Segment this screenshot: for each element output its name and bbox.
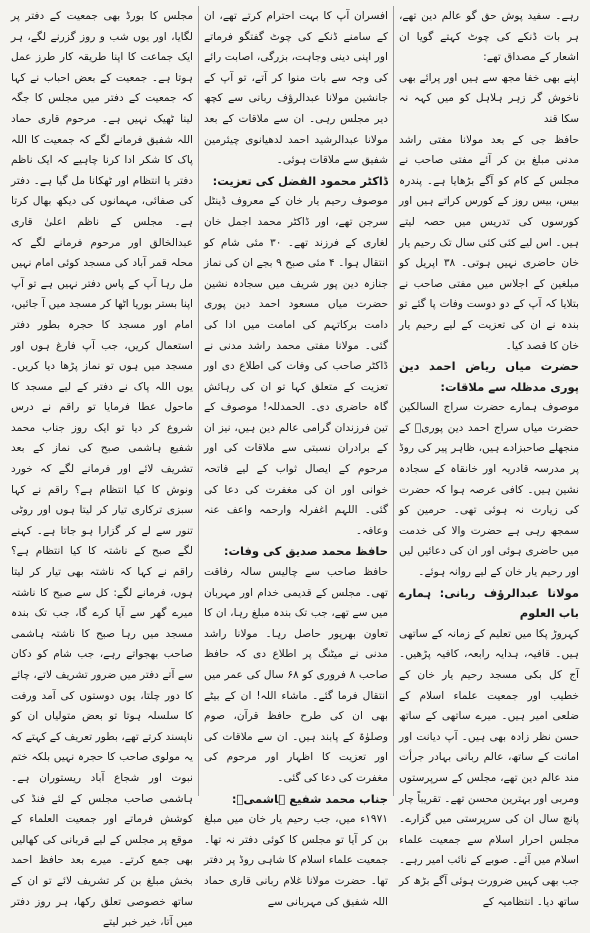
column-left bbox=[6, 6, 198, 929]
paragraph: موصوف ہمارے حضرت سراج السالکین حضرت میاں سراج احمد دین پوریؒ کے منجھلے صاحبزادے ہیں، ظاہر پیر کی روڈ پر مدرسہ قادریہ اور خانقاہ کے سجادہ نشین ہیں۔ کافی عرصہ ہوا کہ حضرت کی زیارت نہ ہوئی تھی۔ حرمین کو سمجھ رہی ہے حضرت والا کی خدمت میں حاضری ہوئی اور ان کی دعائیں لیں اور رحیم یار خان کے لیے روانہ ہوئے۔ bbox=[399, 401, 579, 579]
paragraph: ۱۹۷۱ء میں، جب رحیم یار خان میں مبلغ بن کر آیا تو مجلس کا کوئی دفتر نہ تھا۔ جمعیت علماء اسلام کا شاہی روڈ پر دفتر تھا۔ حضرت مولانا غلام ربانی قاری حماد اللہ شفیق کی مہربانی سے bbox=[204, 813, 388, 908]
paragraph: افسران آپ کا بہت احترام کرتے تھے، ان کے سامنے ڈنکے کی چوٹ گفتگو فرماتے اور اپنی دینی وجاہت، بزرگی، اصابت رائے کی وجہ سے بات منوا کر آتے، تو آپ کے جانشین مولانا عبدالرؤف ربانی سے کچھ دیر مجلس رہی۔ ان سے ملاقات کے بعد مولانا عبدالرشید احمد لدھیانوی چیئرمین شفیق سے ملاقات ہوئی۔ bbox=[204, 10, 388, 167]
column-middle bbox=[198, 6, 394, 908]
section-heading: جناب محمد شفیع ہاشمیؒ: bbox=[231, 791, 388, 806]
section-heading: مولانا عبدالرؤف ربانی: ہمارے باب العلوم bbox=[399, 585, 579, 621]
paragraph: موصوف رحیم یار خان کے معروف ڈینٹل سرجن تھے، اور ڈاکٹر محمد اجمل خان لغاری کے فرزند تھے۔ ۳۰ مئی شام کو انتقال ہوا۔ ۴ مئی صبح ۹ بجے ان کی نماز جنازہ دین پور شریف میں سجادہ نشین حضرت میاں مسعود احمد دین پوری دامت برکاتہم کی امامت میں ادا کی گئی۔ مولانا مفتی محمد راشد مدنی نے ڈاکٹر صاحب کی وفات کی اطلاع دی اور تعزیت کے متعلق کہا تو ان کی رہائش گاہ حاضری دی۔ الحمدللہ! موصوف کے تین فرزندان گرامی عالم دین ہیں، نیز ان کے برادران نسبتی سے ملاقات کی اور مرحوم کے ایصال ثواب کے لیے فاتحہ خوانی اور ان کی مغفرت کی دعا کی گئی۔ اللہم اغفرلہ وارحمہ واعف عنہ وعافہ۔ bbox=[204, 195, 388, 537]
paragraph: مجلس کا بورڈ بھی جمعیت کے دفتر پر لگایا، اور یوں شب و روز گزرنے لگے، ہر ایک جماعت کا اپنا طریقہ کار طرز عمل ہوتا ہے۔ جمعیت کے بعض احباب نے کہا کہ جمعیت کے دفتر میں مجلس کا جگہ لینا ٹھیک نہیں ہے۔ مرحوم قاری حماد اللہ شفیق فرمانے لگے کہ جمعیت کا اللہ پاک کا شکر ادا کرنا چاہیے کہ ایک ناظم دفتر یا انتظام اور ٹھکانا مل گیا ہے۔ دفتر کی صفائی، مہمانوں کی دیکھ بھال کرتا ہے۔ مجلس کے ناظم اعلیٰ قاری عبدالخالق اور مرحوم فرمانے لگے کہ محلہ قمر آباد کی مسجد کوئی امام نہیں مل رہا آپ کے پاس دفتر نہیں ہے تو آپ اپنا بستر بوریا اٹھا کر مسجد میں آ جائیں، امام اور مسجد کا حجرہ بطور دفتر استعمال کریں، جب آپ فارغ ہوں اور مسجد میں ہوں تو نماز پڑھا دیا کریں۔ یوں اللہ پاک نے دفتر کے لیے مسجد کا ماحول عطا فرمایا تو راقم نے درس شروع کر دیا تو ایک روز جناب محمد شفیع ہاشمی صبح کی نماز کے بعد تشریف لائے اور فرمانے لگے کہ خورد ونوش کا کیا انتظام ہے؟ راقم نے کہا سبزی ترکاری تیار کر لیتا ہوں اور روٹی تنور سے لے کر گزارا ہو جاتا ہے۔ کہنے لگے صبح کے ناشتہ کا کیا انتظام ہے؟ راقم نے کہا کہ ناشتہ بھی تیار کر لیتا ہوں، فرمانے لگے: کل سے صبح کا ناشتہ میرے گھر سے آیا کرے گا، جب تک بندہ مسجد میں رہا صبح کا ناشتہ ہاشمی صاحب بھجواتے رہے، جب شام کو دکان سے آتے دفتر میں ضرور تشریف لاتے، چائے کا دور چلتا، یوں دوستوں کی آمد ورفت کا سلسلہ ہوتا تو بعض متولیاں ان کو ناپسند کرتے تھے، بطور تعریف کے کہتے کہ یہ مولوی صاحب کا حجرہ نہیں بلکہ ختم نبوت اور شجاع آباد ریستوران ہے۔ ہاشمی صاحب مجلس کے لئے فنڈ کی کوشش فرماتے اور جمعیت العلماء کے موقع پر مجلس کے لیے قربانی کی کھالیں بھی جمع کرتے۔ میرے بعد حافظ احمد بخش مبلغ بن کر تشریف لائے تو ان کے ساتھ خصوصی تعلق رکھا، ہر روز دفتر میں آتا، خیر خبر لیتے bbox=[11, 10, 193, 929]
section-heading: حافظ محمد صدیق کی وفات: bbox=[223, 544, 388, 559]
paragraph: حافظ صاحب سے چالیس سالہ رفاقت تھی۔ مجلس کے قدیمی خدام اور مہربان میں سے تھے، جب تک بندہ مبلغ رہا، ان کا تعاون بھرپور حاصل رہا۔ مولانا راشد مدنی نے میٹنگ پر اطلاع دی کہ حافظ صاحب ۸ فروری کو ۶۸ سال کی عمر میں انتقال فرما گئے۔ ماشاء اللہ! ان کے بیٹے بھی ان کی طرح حافظ قرآن، صوم وصلوٰۃ کے پابند ہیں۔ ان سے ملاقات کی اور تعزیت کا اظہار اور مرحوم کی مغفرت کی دعا کی گئی۔ bbox=[204, 566, 389, 784]
verse: اپنے بھی خفا مجھ سے ہیں اور پرائے بھی ناخوش گر زہر ہلاہل کو میں کہہ نہ سکا قند bbox=[399, 71, 579, 125]
paragraph: کہروڑ پکا میں تعلیم کے زمانہ کے ساتھی ہیں۔ قافیہ، ہدایہ رابعہ، کافیہ پڑھیں۔ آج کل بکی مسجد رحیم یار خان کے خطیب اور جمعیت علماء اسلام کے ضلعی امیر ہیں۔ میرے ساتھی کے ساتھ حسن نظر زادہ بھی ہیں۔ آپ دیانت اور امانت کے ساتھ، عالم ربانی بہادر جرأت مند عالم دین تھے، مجلس کے سرپرستوں ومربی اور بہترین محسن تھے۔ تقریباً چار پانچ سال ان کی سرپرستی میں گزارے۔ مجلس احرار اسلام سے جمعیت علماء اسلام میں آئے۔ صوبے کے نائب امیر رہے۔ جب بھی کہیں ضرورت ہوئی آگے بڑھ کر ساتھ دیا۔ انتظامیہ کے bbox=[399, 627, 579, 908]
paragraph: رہے۔ سفید پوش حق گو عالم دین تھے، ہر بات ڈنکے کی چوٹ کہتے گویا ان اشعار کے مصداق تھے: bbox=[399, 10, 579, 64]
section-heading: حضرت میاں ریاض احمد دین پوری مدظلہ سے ملاقات: bbox=[399, 359, 579, 394]
column-right bbox=[394, 6, 584, 908]
paragraph: حافظ جی کے بعد مولانا مفتی راشد مدنی مبلغ بن کر آئے مفتی صاحب نے مجلس کے کام کو آگے بڑھایا ہے۔ پندرہ بیس، بیس روز کے کورس کراتے ہیں اور کورسوں کی تدریس میں حصہ لیتے ہیں۔ اس لیے کئی کئی سال تک رحیم یار خان حاضری نہیں ہوتی۔ ۳۸ اپریل کو مبلغین کے اجلاس میں مفتی صاحب نے بتلایا کہ آپ کے دو دوست وفات پا گئے تو بندہ نے ان کی تعزیت کے لیے رحیم یار خان کا قصد کیا۔ bbox=[399, 133, 579, 352]
section-heading: ڈاکٹر محمود الفضل کی تعزیت: bbox=[212, 173, 388, 188]
